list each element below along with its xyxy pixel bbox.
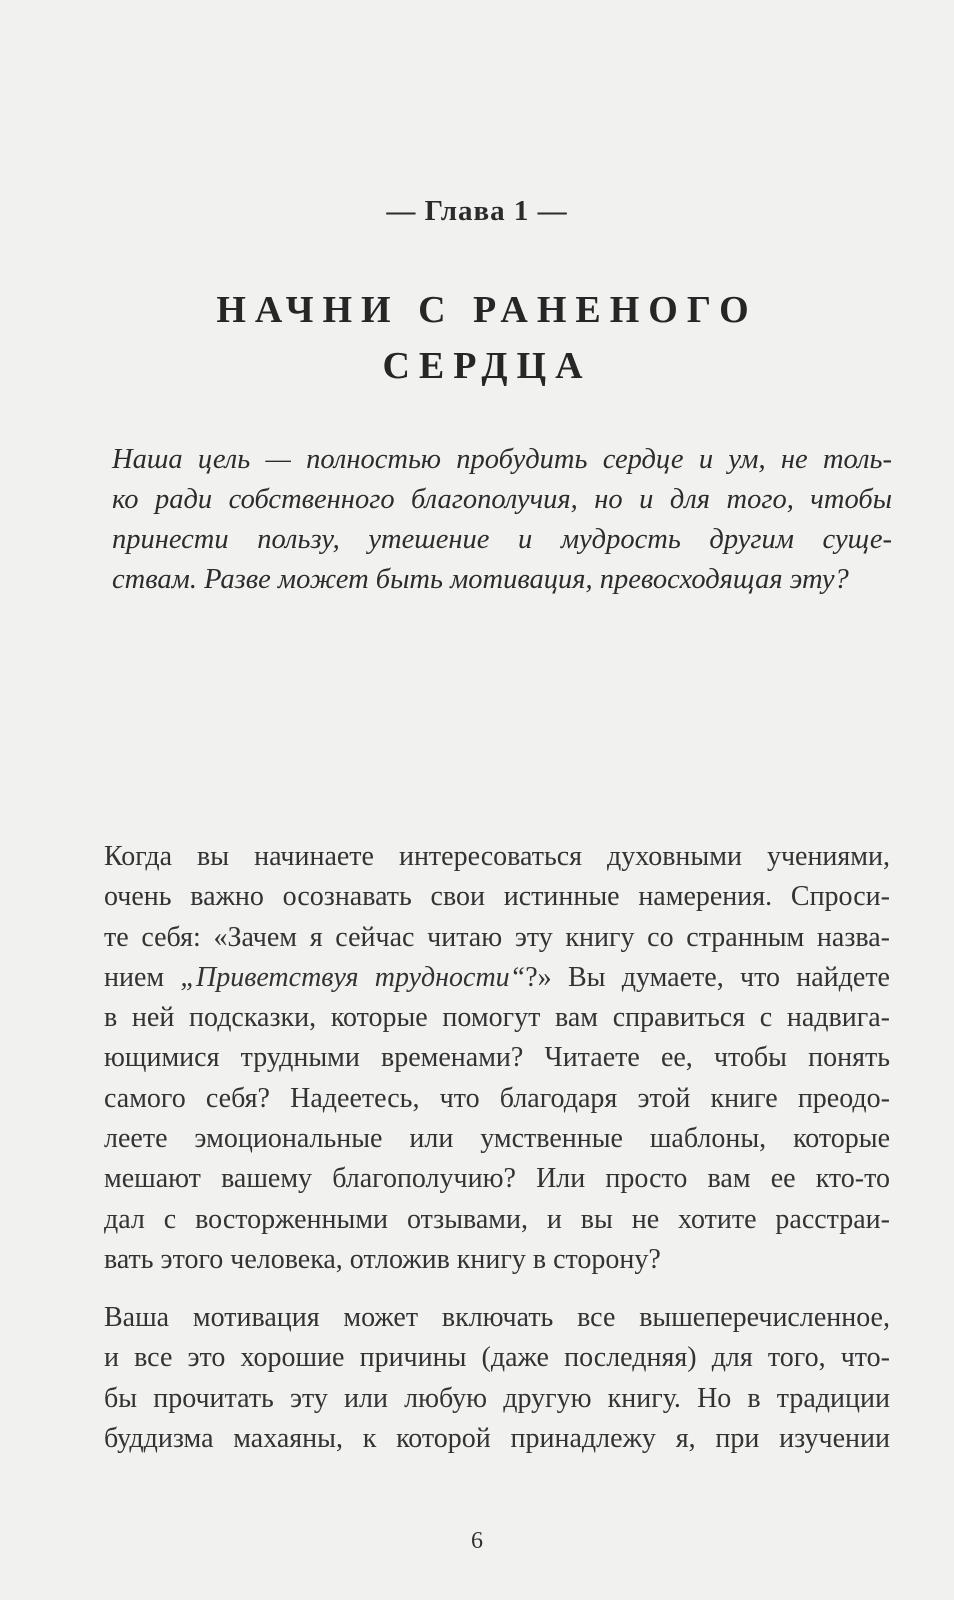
paragraph-line: ющимися трудными временами? Читаете ее, чтобы понять (104, 1042, 890, 1074)
paragraph-line: дал с восторженными отзывами, и вы не хотите расстраи- (104, 1203, 890, 1235)
chapter-title-line-1: НАЧНИ С РАНЕНОГО (216, 289, 758, 331)
paragraph-line: буддизма махаяны, к которой принадлежу я, при изучении (104, 1422, 890, 1454)
epigraph-line: ко ради собственного благополучия, но и для того, чтобы (112, 484, 892, 515)
epigraph-line: принести пользу, утешение и мудрость другим суще- (112, 524, 892, 555)
paragraph-line: вать этого человека, отложив книгу в сторону? (104, 1243, 661, 1275)
paragraph-line: бы прочитать эту или любую другую книгу. Но в традиции (104, 1382, 890, 1414)
paragraph-line: очень важно осознавать свои истинные намерения. Спроси- (104, 881, 890, 913)
paragraph-line-end: ?» Вы думаете, что найдете (525, 961, 890, 993)
epigraph (112, 440, 892, 600)
paragraph-line: те себя: «Зачем я сейчас читаю эту книгу со странным назва- (104, 921, 890, 953)
paragraph-line: и все это хорошие причины (даже последняя) для того, что- (104, 1342, 890, 1374)
chapter-title-line-2: СЕРДЦА (382, 345, 592, 387)
paragraph-line: Ваша мотивация может включать все вышеперечисленное, (104, 1302, 890, 1333)
paragraph-line: мешают вашему благополучию? Или просто вам ее кто-то (104, 1163, 890, 1195)
paragraph-line-start: нием (104, 961, 181, 993)
body-paragraph-2 (104, 1298, 890, 1459)
paragraph-line: леете эмоциональные или умственные шаблоны, которые (104, 1123, 890, 1155)
page-number: 6 (471, 1528, 483, 1554)
body-paragraph-1 (104, 837, 890, 1280)
epigraph-line: Наша цель — полностью пробудить сердце и ум, не толь- (112, 444, 892, 475)
chapter-title (120, 282, 854, 394)
paragraph-line: самого себя? Надеетесь, что благодаря этой книге преодо- (104, 1082, 890, 1114)
paragraph-line: Когда вы начинаете интересоваться духовными учениями, (104, 841, 890, 872)
book-title: „Приветствуя трудности“ (180, 961, 526, 993)
paragraph-line-with-title (104, 958, 890, 998)
paragraph-line: в ней подсказки, которые помогут вам справиться с надвига- (104, 1002, 890, 1034)
epigraph-line: ствам. Разве может быть мотивация, превосходящая эту? (112, 564, 849, 595)
chapter-label: — Глава 1 — (386, 195, 568, 227)
